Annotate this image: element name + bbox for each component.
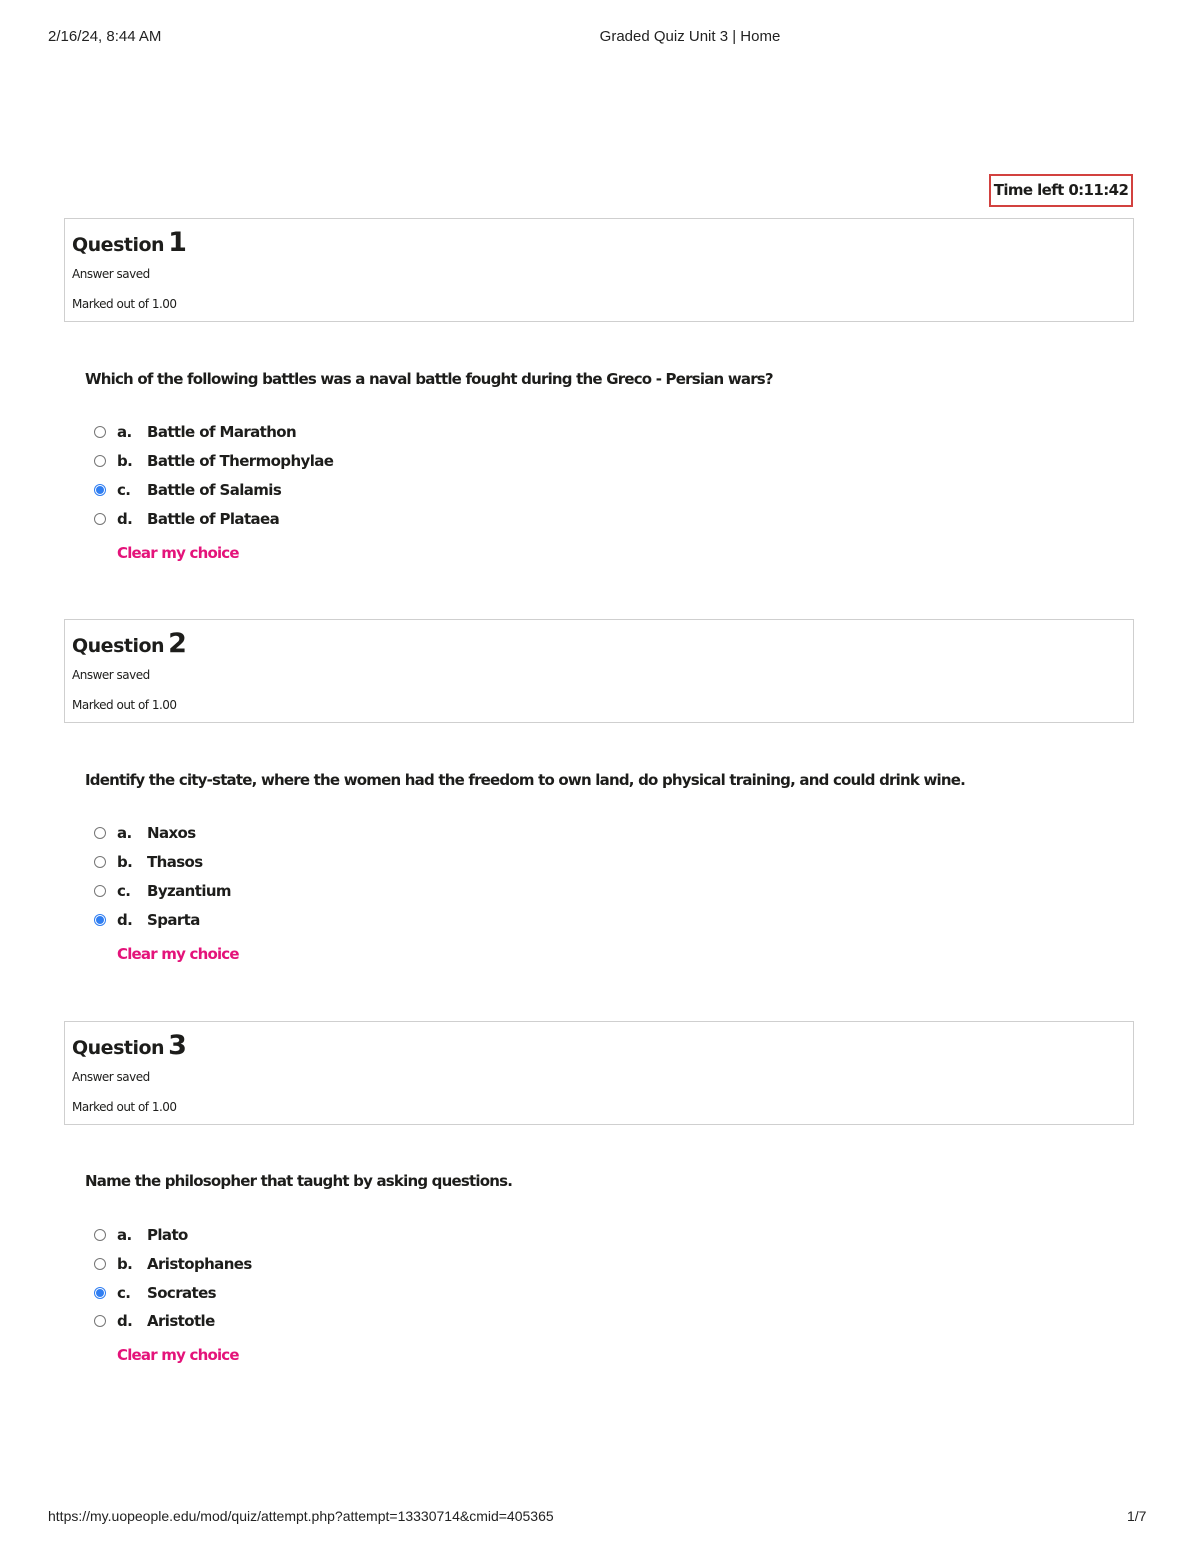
question-title-word: Question xyxy=(72,234,165,256)
question-title xyxy=(72,1030,186,1061)
answer-option[interactable] xyxy=(94,1282,216,1304)
answer-option[interactable] xyxy=(94,508,279,530)
question-info-box xyxy=(64,619,1134,723)
question-state: Answer saved xyxy=(72,1070,150,1084)
answer-option[interactable] xyxy=(94,421,296,443)
question-text: Identify the city-state, where the women had the freedom to own land, do physical training, and could drink wine. xyxy=(85,771,966,789)
answer-option[interactable] xyxy=(94,1224,188,1246)
answer-letter: a. xyxy=(117,423,132,441)
answer-letter: a. xyxy=(117,824,132,842)
answer-label: Battle of Marathon xyxy=(147,423,297,441)
radio-button-selected[interactable] xyxy=(94,1287,106,1299)
answer-letter: b. xyxy=(117,853,133,871)
clear-choice-link[interactable]: Clear my choice xyxy=(117,1346,239,1364)
answer-letter: d. xyxy=(117,1312,133,1330)
radio-button[interactable] xyxy=(94,1229,106,1241)
answer-label: Socrates xyxy=(147,1284,216,1302)
radio-button[interactable] xyxy=(94,1258,106,1270)
question-title-word: Question xyxy=(72,1037,165,1059)
answer-label: Plato xyxy=(147,1226,188,1244)
answer-letter: c. xyxy=(117,481,131,499)
radio-button[interactable] xyxy=(94,885,106,897)
question-grade: Marked out of 1.00 xyxy=(72,1100,177,1114)
quiz-timer: Time left 0:11:42 xyxy=(989,174,1133,207)
radio-button[interactable] xyxy=(94,426,106,438)
question-info-box xyxy=(64,1021,1134,1125)
question-title xyxy=(72,227,186,258)
question-text: Name the philosopher that taught by asking questions. xyxy=(85,1172,513,1190)
answer-label: Battle of Plataea xyxy=(147,510,280,528)
clear-choice-link[interactable]: Clear my choice xyxy=(117,945,239,963)
radio-button-selected[interactable] xyxy=(94,914,106,926)
answer-label: Battle of Thermophylae xyxy=(147,452,334,470)
answer-option[interactable] xyxy=(94,822,196,844)
radio-button[interactable] xyxy=(94,827,106,839)
radio-button[interactable] xyxy=(94,1315,106,1327)
radio-button[interactable] xyxy=(94,455,106,467)
question-text: Which of the following battles was a naval battle fought during the Greco - Persian wars? xyxy=(85,370,773,388)
answer-label: Sparta xyxy=(147,911,200,929)
question-title-word: Question xyxy=(72,635,165,657)
answer-label: Battle of Salamis xyxy=(147,481,282,499)
question-state: Answer saved xyxy=(72,668,150,682)
answer-letter: d. xyxy=(117,911,133,929)
answer-letter: b. xyxy=(117,452,133,470)
question-grade: Marked out of 1.00 xyxy=(72,698,177,712)
print-page-number: 1/7 xyxy=(1127,1508,1147,1524)
question-grade: Marked out of 1.00 xyxy=(72,297,177,311)
answer-letter: c. xyxy=(117,1284,131,1302)
print-date: 2/16/24, 8:44 AM xyxy=(48,28,162,45)
clear-choice-link[interactable]: Clear my choice xyxy=(117,544,239,562)
question-number: 2 xyxy=(168,628,187,659)
answer-letter: c. xyxy=(117,882,131,900)
answer-letter: a. xyxy=(117,1226,132,1244)
print-page-title: Graded Quiz Unit 3 | Home xyxy=(599,28,781,45)
answer-option[interactable] xyxy=(94,1310,215,1332)
answer-letter: b. xyxy=(117,1255,133,1273)
question-number: 1 xyxy=(168,227,187,258)
answer-option[interactable] xyxy=(94,880,231,902)
radio-button-selected[interactable] xyxy=(94,484,106,496)
answer-option[interactable] xyxy=(94,1253,252,1275)
answer-option[interactable] xyxy=(94,450,333,472)
answer-option[interactable] xyxy=(94,479,281,501)
answer-option[interactable] xyxy=(94,909,200,931)
answer-label: Byzantium xyxy=(147,882,231,900)
answer-option[interactable] xyxy=(94,851,203,873)
answer-label: Naxos xyxy=(147,824,196,842)
question-state: Answer saved xyxy=(72,267,150,281)
answer-label: Aristophanes xyxy=(147,1255,252,1273)
radio-button[interactable] xyxy=(94,856,106,868)
print-url: https://my.uopeople.edu/mod/quiz/attempt.php?attempt=13330714&cmid=405365 xyxy=(48,1508,554,1524)
question-title xyxy=(72,628,186,659)
answer-label: Aristotle xyxy=(147,1312,215,1330)
answer-label: Thasos xyxy=(147,853,203,871)
answer-letter: d. xyxy=(117,510,133,528)
question-info-box xyxy=(64,218,1134,322)
radio-button[interactable] xyxy=(94,513,106,525)
question-number: 3 xyxy=(168,1030,187,1061)
